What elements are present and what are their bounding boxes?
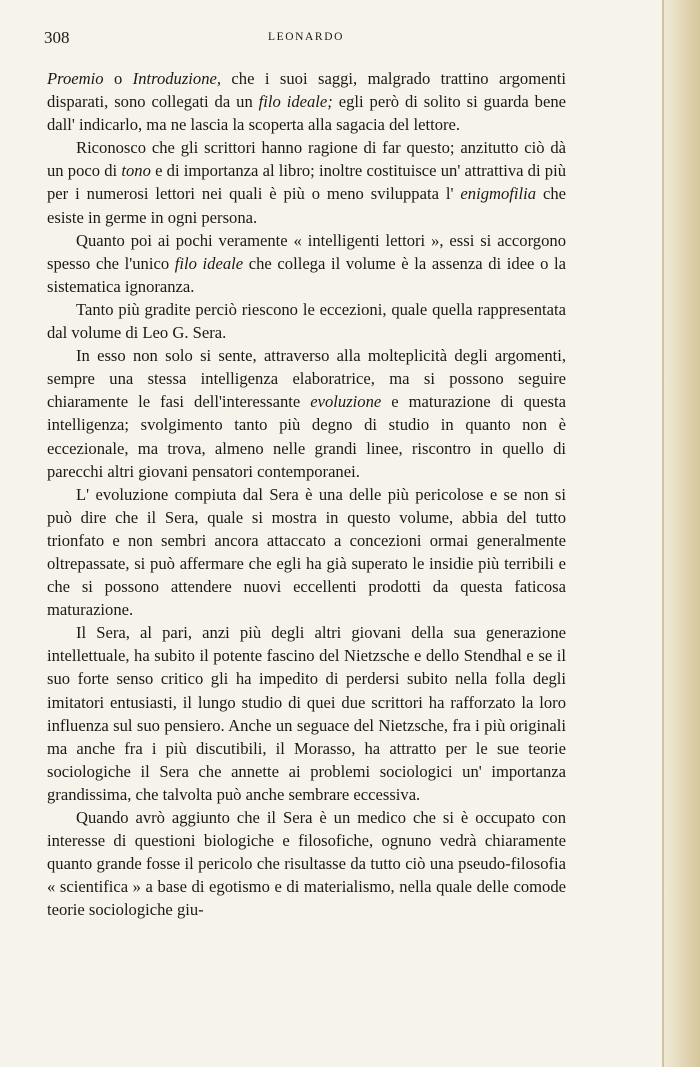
running-head: LEONARDO xyxy=(267,31,345,43)
text-run: In esso non solo si sente, attraverso alla molteplicità degli argomenti, sempre una stessa intelligenza elaboratrice, ma si possono seguire chiaramente le fasi dell'interessante xyxy=(47,346,566,412)
paragraph xyxy=(47,67,566,136)
text-run: Quando avrò aggiunto che il Sera è un medico che si è occupato con interesse di questioni biologiche e filosofiche, ognuno vedrà chiaramente quanto grande fosse il pericolo che risultasse da tutto ciò una pseudo-filosofia « scientifica » a base di egotismo e di materialismo, nella quale delle comode teorie sociologiche giu- xyxy=(47,808,566,920)
italic-text: Introduzione, xyxy=(132,69,222,88)
paragraph xyxy=(47,229,566,298)
paragraph xyxy=(47,136,566,228)
paragraph xyxy=(47,344,566,483)
page-number: 308 xyxy=(44,28,70,47)
italic-text: Proemio xyxy=(47,69,104,88)
text-run: Il Sera, al pari, anzi più degli altri giovani della sua generazione intellettuale, ha subito il potente fascino del Nietzsche e dello Stendhal e se il suo forte senso critico gli ha impedito di perdersi subito nella folla degli imitatori entusiasti, il lungo studio di quei due scrittori ha rafforzato la loro influenza sul suo pensiero. Anche un seguace del Nietzsche, fra i più originali ma anche fra i più discutibili, il Morasso, ha attratto per le sue teorie sociologiche il Sera che annette ai problemi sociologici un' importanza grandissima, che talvolta può anche sembrare eccessiva. xyxy=(47,623,566,804)
body-text xyxy=(47,67,566,921)
book-gutter xyxy=(664,0,700,1067)
text-run: che i suoi saggi, malgrado trattino argomenti disparati, sono collegati da un xyxy=(47,69,567,112)
italic-text: enigmofilia xyxy=(460,184,537,204)
italic-text: tono xyxy=(121,161,151,181)
text-run: e maturazione di questa intelligenza; svolgimento tanto più degno di studio in quanto non è eccezionale, ma trova, almeno nelle grandi linee, riscontro in quello di parecchi altri giovani pensatori contemporanei. xyxy=(47,392,566,481)
paragraph xyxy=(47,806,566,921)
text-run: e di importanza al libro; inoltre costituisce un' attrattiva di più per i numerosi lettori nei quali è più o meno sviluppata l' xyxy=(47,161,566,204)
paragraph xyxy=(47,621,566,806)
italic-text: evoluzione xyxy=(310,392,382,412)
text-run: che esiste in germe in ogni persona. xyxy=(47,184,566,227)
text-run: Riconosco che gli scrittori hanno ragione di far questo; anzitutto ciò dà un poco di xyxy=(47,138,566,181)
text-run: Quanto poi ai pochi veramente « intelligenti lettori », essi si accorgono spesso che l'unico xyxy=(47,230,566,273)
paragraph xyxy=(47,298,566,344)
text-run: o xyxy=(103,69,133,88)
text-run: che collega il volume è la assenza di idee o la sistematica ignoranza. xyxy=(47,253,566,296)
text-run: L' evoluzione compiuta dal Sera è una delle più pericolose e se non si può dire che il Sera, quale si mostra in questo volume, abbia del tutto trionfato e non sembri ancora attaccato a concezioni ormai generalmente oltrepassate, si può affermare che egli ha già superato le insidie più terribili e che si possono attendere nuovi eccellenti prodotti da questa faticosa maturazione. xyxy=(47,484,566,620)
italic-text: filo ideale xyxy=(174,253,244,273)
page-header xyxy=(44,28,568,50)
paragraph xyxy=(47,483,566,622)
text-run: Tanto più gradite perciò riescono le eccezioni, quale quella rappresentata dal volume di Leo G. Sera. xyxy=(47,299,566,343)
italic-text: filo ideale; xyxy=(258,92,333,112)
text-run: egli però di solito si guarda bene dall' indicarlo, ma ne lascia la scoperta alla sagacia del lettore. xyxy=(47,92,567,135)
